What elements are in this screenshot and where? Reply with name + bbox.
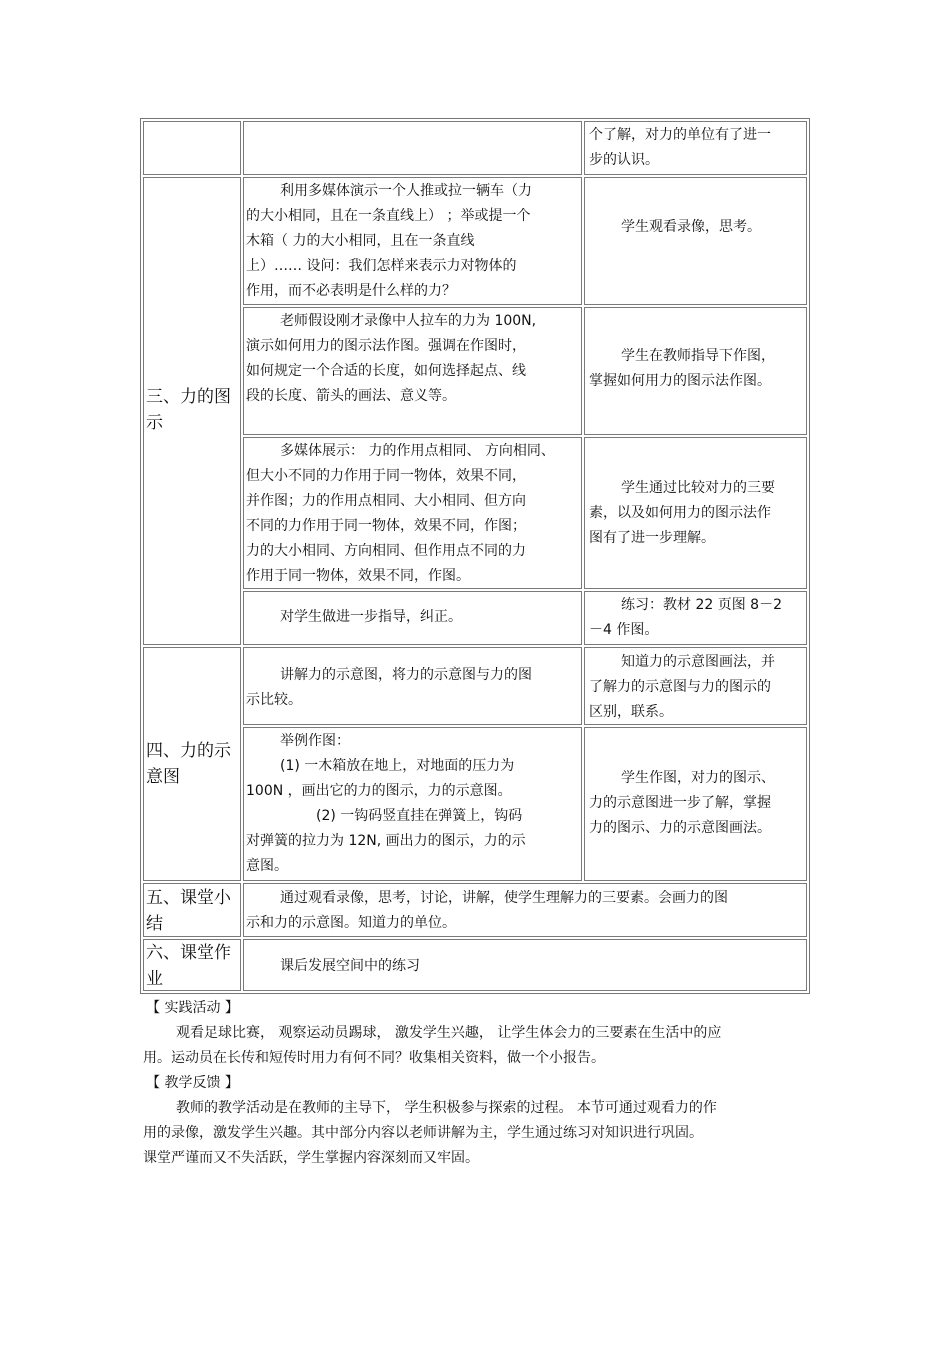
student-cell-3-4 [584,591,807,645]
teacher-line: 利用多媒体演示一个人推或拉一辆车（力 [280,183,532,199]
student-line: 练习：教材 22 页图 8－2 [621,597,782,613]
section-label-4 [143,647,241,881]
homework-line: 课后发展空间中的练习 [280,958,420,974]
section-label-line: 业 [146,969,163,989]
teacher-cell-4-1 [243,647,582,725]
feedback-line: 课堂严谨而又不失活跃，学生掌握内容深刻而又牢固。 [143,1150,479,1166]
student-cell-4-2 [584,727,807,881]
summary-cell [243,883,807,937]
section-label-line: 三、力的图 [146,387,231,407]
feedback-line: 教师的教学活动是在教师的主导下， 学生积极参与探索的过程。 本节可通过观看力的作 [176,1100,717,1116]
teacher-line: 演示如何用力的图示法作图。强调在作图时， [246,338,526,354]
student-line: 区别，联系。 [589,704,673,720]
section-label-line: 结 [146,914,163,934]
student-line: 了解力的示意图与力的图示的 [589,679,771,695]
student-line: 图有了进一步理解。 [589,530,715,546]
teacher-line: 如何规定一个合适的长度，如何选择起点、线 [246,363,526,379]
student-cell-4-1 [584,647,807,725]
section-label-line: 意图 [146,767,180,787]
section-label-3 [143,177,241,645]
summary-line: 通过观看录像，思考，讨论，讲解，使学生理解力的三要素。会画力的图 [280,890,728,906]
teacher-line: 力的大小相同、方向相同、但作用点不同的力 [246,543,526,559]
teacher-line: 意图。 [246,858,288,874]
teacher-cell-3-3 [243,437,582,589]
practice-line: 用。运动员在长传和短传时用力有何不同？收集相关资料，做一个小报告。 [143,1050,605,1066]
lesson-plan-table [140,118,810,994]
teacher-line: 举例作图： [280,733,350,749]
teacher-line: 段的长度、箭头的画法、意义等。 [246,388,456,404]
teacher-line: (2) 一钩码竖直挂在弹簧上，钩码 [316,808,523,824]
teacher-line: 的大小相同，且在一条直线上） ；举或提一个 [246,208,531,224]
student-line: 步的认识。 [589,152,659,168]
practice-heading: 【 实践活动 】 [146,1000,239,1016]
student-cell-3-3 [584,437,807,589]
student-line: 素，以及如何用力的图示法作 [589,505,771,521]
teacher-cell-4-2 [243,727,582,881]
section-label-5 [143,883,241,937]
teacher-cell-3-4 [243,591,582,645]
teacher-cell-3-1 [243,177,582,305]
student-line: 力的示意图进一步了解，掌握 [589,795,771,811]
teacher-cell-3-2 [243,307,582,435]
teacher-line: 木箱（ 力的大小相同，且在一条直线 [246,233,475,249]
student-cell-3-1 [584,177,807,305]
section-label-line: 示 [146,413,163,433]
section-label-line: 五、课堂小 [146,888,231,908]
section-label-line: 四、力的示 [146,741,231,761]
summary-line: 示和力的示意图。知道力的单位。 [246,915,456,931]
feedback-line: 用的录像，激发学生兴趣。其中部分内容以老师讲解为主，学生通过练习对知识进行巩固。 [143,1125,703,1141]
teacher-line: 作用，而不必表明是什么样的力？ [246,283,456,299]
student-line: 学生观看录像，思考。 [621,219,761,235]
student-line: 掌握如何用力的图示法作图。 [589,373,771,389]
teacher-line: 上）…… 设问：我们怎样来表示力对物体的 [246,258,517,274]
teacher-line: 不同的力作用于同一物体，效果不同，作图； [246,518,526,534]
student-line: 学生作图，对力的图示、 [621,770,775,786]
teacher-line: 多媒体展示： 力的作用点相同、 方向相同、 [280,443,555,459]
student-line: 学生在教师指导下作图， [621,348,775,364]
section-label-6 [143,939,241,991]
practice-line: 观看足球比赛， 观察运动员踢球， 激发学生兴趣， 让学生体会力的三要素在生活中的应 [176,1025,722,1041]
teacher-line: 100N ，画出它的力的图示，力的示意图。 [246,783,512,799]
student-line: 学生通过比较对力的三要 [621,480,775,496]
student-line: 个了解，对力的单位有了进一 [589,127,771,143]
student-line: 力的图示、力的示意图画法。 [589,820,771,836]
teacher-line: 作用于同一物体，效果不同，作图。 [246,568,470,584]
student-line: 知道力的示意图画法，并 [621,654,775,670]
homework-cell [243,939,807,991]
teacher-line: 但大小不同的力作用于同一物体，效果不同， [246,468,526,484]
teacher-line: 对学生做进一步指导，纠正。 [280,609,462,625]
feedback-heading: 【 教学反馈 】 [146,1075,239,1091]
teacher-line: 并作图；力的作用点相同、大小相同、但方向 [246,493,526,509]
teacher-line: 讲解力的示意图，将力的示意图与力的图 [280,667,532,683]
teacher-line: 老师假设刚才录像中人拉车的力为 100N, [280,313,537,329]
teacher-line: 示比较。 [246,692,302,708]
student-cell-3-2 [584,307,807,435]
student-cell-top [584,121,807,175]
label-cell-top [143,121,241,175]
teacher-line: 对弹簧的拉力为 12N, 画出力的图示，力的示 [246,833,526,849]
teacher-line: (1) 一木箱放在地上，对地面的压力为 [280,758,515,774]
teacher-cell-top [243,121,582,175]
section-label-line: 六、课堂作 [146,943,231,963]
student-line: －4 作图。 [589,622,659,638]
